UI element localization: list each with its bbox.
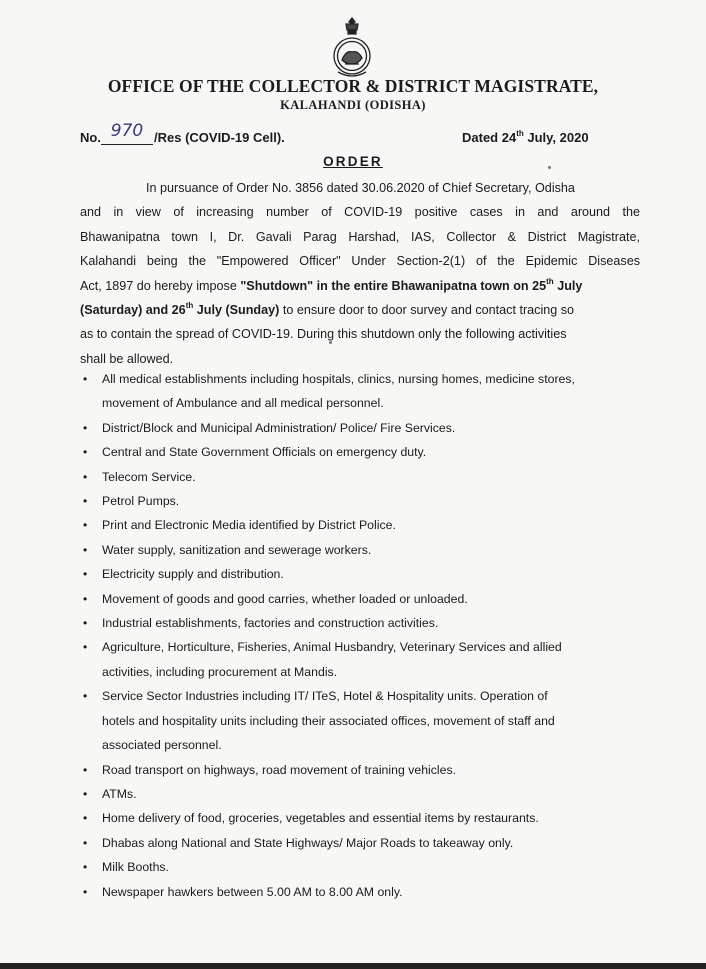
reference-number-label: No. [80,130,101,145]
list-item-text: All medical establishments including hospitals, clinics, nursing homes, medicine stores, [102,372,575,386]
list-item-text: Milk Booths. [102,860,169,875]
bullet-icon: • [83,762,88,777]
bullet-icon: • [83,567,88,582]
scan-edge [0,963,706,969]
list-item-text: Print and Electronic Media identified by District Police. [102,518,396,533]
list-item [80,684,640,757]
list-item [80,758,640,782]
office-subtitle: KALAHANDI (ODISHA) [280,98,426,112]
list-item [80,806,640,830]
scan-speck [548,166,551,169]
list-item [80,489,640,513]
paragraph-line [80,298,640,322]
bullet-icon: • [83,469,88,484]
bullet-icon: • [83,811,88,826]
list-item [80,538,640,562]
bullet-icon: • [83,542,88,557]
list-item-text: Industrial establishments, factories and construction activities. [102,616,439,631]
bullet-icon: • [83,518,88,533]
shutdown-emphasis: "Shutdown" in the entire Bhawanipatna town on 25 [240,278,547,293]
bullet-icon: • [83,591,88,606]
order-heading [0,154,706,169]
date-month-year: July, 2020 [523,130,589,145]
list-item-text: Telecom Service. [102,469,196,484]
list-item-text: ATMs. [102,786,137,801]
state-emblem-icon [328,14,376,80]
bullet-icon: • [83,494,88,509]
list-item [80,855,640,879]
shutdown-emphasis: (Saturday) and 26 [80,303,186,318]
list-item-text: Road transport on highways, road movement of training vehicles. [102,762,457,777]
bullet-icon: • [83,372,88,386]
paragraph-line: and in view of increasing number of COVID-19 positive cases in and around the [80,205,640,220]
list-item-text: hotels and hospitality units including their associated offices, movement of staff and [102,713,555,728]
bullet-icon: • [83,640,88,655]
list-item-text: Water supply, sanitization and sewerage workers. [102,542,372,557]
list-item-text: Electricity supply and distribution. [102,567,284,582]
shutdown-emphasis: July (Sunday) [193,303,280,318]
list-item-text: Central and State Government Officials on emergency duty. [102,445,427,460]
paragraph-text: Act, 1897 do hereby impose [80,278,241,293]
office-title: OFFICE OF THE COLLECTOR & DISTRICT MAGISTRATE, [107,76,599,96]
list-item-text: Newspaper hawkers between 5.00 AM to 8.00 AM only. [102,884,403,899]
scan-speck [329,341,332,344]
list-item-text: activities, including procurement at Mandis. [102,664,338,679]
list-item [80,367,640,416]
paragraph-line [80,274,640,298]
date-sup: th [185,301,194,311]
list-item-text: Dhabas along National and State Highways/ Major Roads to takeaway only. [102,835,514,850]
list-item [80,880,640,904]
list-item [80,635,640,684]
list-item-text: movement of Ambulance and all medical personnel. [102,396,384,411]
list-item [80,831,640,855]
paragraph-text: to ensure door to door survey and contact tracing so [279,303,575,318]
list-item [80,587,640,611]
allowed-activities-list [80,367,640,904]
bullet-icon: • [83,884,88,899]
date-prefix: Dated 24 [462,130,517,145]
bullet-icon: • [83,616,88,631]
list-item-text: Service Sector Industries including IT/ ITeS, Hotel & Hospitality units. Operation of [102,689,548,704]
list-item-text: Petrol Pumps. [102,494,180,509]
paragraph-line: In pursuance of Order No. 3856 dated 30.06.2020 of Chief Secretary, Odisha [146,181,575,195]
shutdown-emphasis: July [553,278,583,293]
list-item-text: associated personnel. [102,738,222,753]
reference-number-underline [101,144,153,145]
list-item [80,562,640,586]
reference-number-suffix: /Res (COVID-19 Cell). [154,130,285,145]
bullet-icon: • [83,860,88,875]
paragraph-line: as to contain the spread of COVID-19. During this shutdown only the following activities [80,327,567,342]
bullet-icon: • [83,445,88,460]
paragraph-line: Kalahandi being the "Empowered Officer" Under Section-2(1) of the Epidemic Diseases [80,254,640,269]
reference-number-handwritten: 970 [110,121,144,141]
list-item [80,782,640,806]
list-item [80,440,640,464]
paragraph-line: Bhawanipatna town I, Dr. Gavali Parag Harshad, IAS, Collector & District Magistrate, [80,229,640,244]
date-suffix-sup: th [516,129,524,138]
date-sup: th [546,276,554,286]
bullet-icon: • [83,786,88,801]
list-item-text: Agriculture, Horticulture, Fisheries, Animal Husbandry, Veterinary Services and allied [102,640,562,655]
list-item [80,513,640,537]
list-item [80,416,640,440]
paragraph-line: shall be allowed. [80,351,174,366]
list-item-text: Movement of goods and good carries, whether loaded or unloaded. [102,591,468,606]
list-item-text: District/Block and Municipal Administration/ Police/ Fire Services. [102,420,456,435]
bullet-icon: • [83,689,88,704]
list-item [80,611,640,635]
order-paragraph [80,176,640,371]
order-heading-text: ORDER [323,154,383,169]
list-item [80,465,640,489]
date-line [462,130,589,145]
bullet-icon: • [83,420,88,435]
list-item-text: Home delivery of food, groceries, vegetables and essential items by restaurants. [102,811,539,826]
bullet-icon: • [83,835,88,850]
